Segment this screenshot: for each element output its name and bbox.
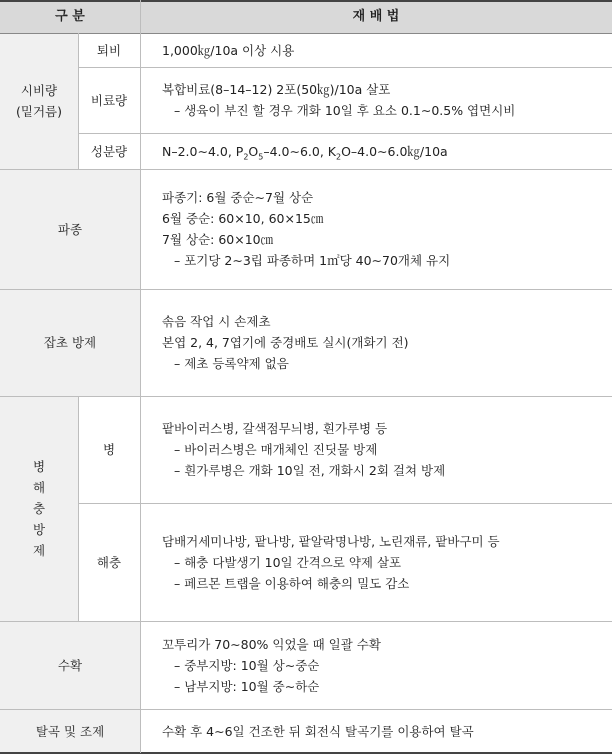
sowing-label: 파종 <box>0 169 140 289</box>
pest-label-char: 제 <box>32 543 46 558</box>
header-divider <box>0 33 612 34</box>
table-bottom-border <box>0 752 612 754</box>
compost-text-line: 1,000㎏/10a 이상 시용 <box>162 42 295 58</box>
header-method: 재 배 법 <box>140 0 612 33</box>
insect-line3: – 페르몬 트랩을 이용하여 해충의 밀도 감소 <box>174 575 410 591</box>
row-divider <box>0 396 612 397</box>
component-label: 성분량 <box>78 133 140 169</box>
sowing-line3: 7월 상순: 60×10㎝ <box>162 232 274 247</box>
harvest-line2: – 중부지방: 10월 상∼중순 <box>174 657 320 673</box>
subcolumn-divider <box>78 396 79 621</box>
row-divider <box>78 503 612 504</box>
insect-text <box>140 503 612 621</box>
pest-label-char: 방 <box>32 522 46 537</box>
complex-line1: 복합비료(8–14–12) 2포(50㎏)/10a 살포 <box>162 82 391 97</box>
sowing-line2: 6월 중순: 60×10, 60×15㎝ <box>162 211 324 226</box>
fertilizer-label <box>0 33 78 169</box>
disease-label: 병 <box>78 396 140 503</box>
pest-label-char: 병 <box>32 459 46 474</box>
disease-line2: – 바이러스병은 매개체인 진딧물 방제 <box>174 442 378 457</box>
weed-line1: 솎음 작업 시 손제초 <box>162 314 271 329</box>
pest-label <box>0 396 78 621</box>
threshing-line: 수확 후 4∼6일 건조한 뒤 회전식 탈곡기를 이용하여 탈곡 <box>162 723 474 739</box>
component-text <box>140 133 612 169</box>
row-divider <box>0 169 612 170</box>
threshing-text <box>140 709 612 753</box>
pest-label-char: 충 <box>32 501 46 516</box>
sowing-line1: 파종기: 6월 중순∼7월 상순 <box>162 190 314 205</box>
weed-label: 잡초 방제 <box>0 289 140 396</box>
harvest-text <box>140 621 612 709</box>
column-divider <box>140 0 141 753</box>
component-line: N–2.0∼4.0, $P_2O_5-4.0\sim 6.0$, $K_2O-4.0\sim 6.0㎏/10a$ <box>162 143 448 161</box>
compost-label: 퇴비 <box>78 33 140 67</box>
pest-label-char: 해 <box>32 480 46 495</box>
row-divider <box>78 67 612 68</box>
weed-line3: – 제초 등록약제 없음 <box>174 356 289 371</box>
complex-fertilizer-text <box>140 67 612 133</box>
harvest-line3: – 남부지방: 10월 중∼하순 <box>174 678 320 694</box>
disease-line3: – 흰가루병은 개화 10일 전, 개화시 2회 걸쳐 방제 <box>174 463 446 478</box>
disease-line1: 팥바이러스병, 갈색점무늬병, 흰가루병 등 <box>162 421 388 436</box>
harvest-label: 수확 <box>0 621 140 709</box>
complex-fertilizer-label: 비료량 <box>78 67 140 133</box>
weed-line2: 본엽 2, 4, 7엽기에 중경배토 실시(개화기 전) <box>162 335 409 350</box>
subcolumn-divider <box>78 33 79 169</box>
insect-line1: 담배거세미나방, 팥나방, 팥알락명나방, 노린재류, 팥바구미 등 <box>162 533 500 549</box>
row-divider <box>0 709 612 710</box>
complex-line2: – 생육이 부진 할 경우 개화 10일 후 요소 0.1∼0.5% 엽면시비 <box>174 103 516 118</box>
threshing-label: 탈곡 및 조제 <box>0 709 140 753</box>
row-divider <box>0 289 612 290</box>
row-divider <box>78 133 612 134</box>
insect-line2: – 해충 다발생기 10일 간격으로 약제 살포 <box>174 554 402 570</box>
disease-text <box>140 396 612 503</box>
harvest-line1: 꼬투리가 70∼80% 익었을 때 일괄 수확 <box>162 636 381 652</box>
fertilizer-label-line2: (밑거름) <box>16 104 62 119</box>
header-category: 구 분 <box>0 0 140 33</box>
table-top-border <box>0 0 612 2</box>
weed-text <box>140 289 612 396</box>
fertilizer-label-line1: 시비량 <box>20 83 58 98</box>
row-divider <box>0 621 612 622</box>
compost-text <box>140 33 612 67</box>
sowing-line4: – 포기당 2∼3립 파종하며 1㎡당 40∼70개체 유지 <box>174 253 451 268</box>
sowing-text <box>140 169 612 289</box>
insect-label: 해충 <box>78 503 140 621</box>
